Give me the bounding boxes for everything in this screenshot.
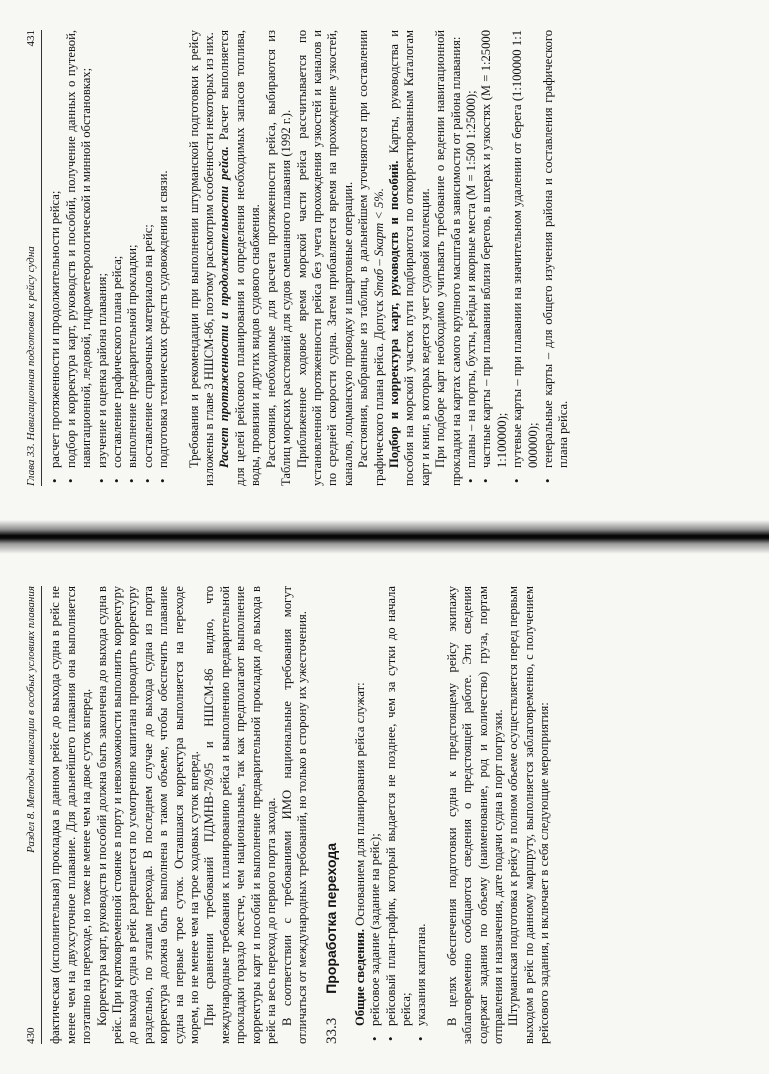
- calc-text: Расчет выполняется для целей рейсового планирования и определения необходимых запасов топлива, воды, провизии и других видов судового снабжения.: [217, 30, 263, 486]
- left-page: [0, 554, 769, 1074]
- left-paragraph: В соответствии с требованиями ИМО национальные требования могут отличаться от международных требований, но только в сторону их ужесточения.: [279, 586, 309, 1044]
- list-item: • подбор и корректура карт, руководств и пособий, получение данных о путевой, навигационной, ледовой, гидрометеорологической и минной обстановках;: [64, 30, 95, 486]
- list-item: • составление графического плана рейса;: [110, 30, 125, 486]
- tolerance-text: Расстояния, выбранные из таблиц, в дальнейшем уточняются при составлении графического плана рейса. Допуск: [356, 30, 386, 486]
- right-running-title: Глава 33. Навигационная подготовка к рейсу судна: [25, 246, 37, 486]
- tolerance-paragraph: [356, 30, 387, 486]
- right-running-head: [24, 30, 42, 486]
- section-heading: [324, 586, 340, 1044]
- section-title: Проработка перехода: [323, 842, 340, 994]
- section-number: 33.3: [324, 1017, 341, 1044]
- right-page: [0, 0, 769, 520]
- left-paragraph: Штурманская подготовка к рейсу в полном объеме осуществляется перед первым выходом в рейс по данному маршруту, выполняется заблаговременно, с получением рейсового задания, и включает в себя следующие мероприятия:: [506, 586, 552, 1044]
- select-text: Карты, руководства и пособия на морской участок пути подбираются по откорректированным Каталогам карт и книг, в которых ведется учет судовой коллекции.: [386, 30, 432, 486]
- left-paragraph: Корректура карт, руководств и пособий должна быть закончена до выхода судна в рейс. При кратковременной стоянке в порту и невозможности выполнить корректуру до выхода судна в рейс разрешается по усмотрению капитана проводить корректуру раздельно, по этапам перехода. В последнем случае до выхода судна из порта корректура должна быть выполнена в таком объеме, чтобы обеспечить плавание судна на первые трое суток. Оставшаяся корректура выполняется на переходе морем, но не менее чем на трое ходовых суток вперед.: [94, 586, 202, 1044]
- left-paragraph: В целях обеспечения подготовки судна к предстоящему рейсу экипажу заблаговременно сообщаются сведения о предстоящей работе. Эти сведения содержат задания по объему (наименование, род и количество) груза, портам отправления и назначения, дате подачи судна в порт погрузки.: [444, 586, 505, 1044]
- book-gutter: [0, 520, 769, 554]
- select-paragraph: [387, 30, 433, 486]
- chart-scale-list: [464, 30, 572, 486]
- general-info-text: Основанием для планирования рейса служат:: [352, 682, 367, 926]
- list-item: • подготовка технических средств судовождения и связи.: [156, 30, 171, 486]
- list-item: • составление справочных материалов на рейс;: [141, 30, 156, 486]
- left-running-head: [24, 586, 42, 1044]
- calc-paragraph: [217, 30, 263, 486]
- left-paragraph: фактическая (исполнительная) прокладка в данном рейсе до выхода судна в рейс не менее чем на двухсуточное плавание. Для дальнейшего плавания она выполняется поэтапно на переходе, но тоже не менее чем на двое суток вперед.: [48, 586, 94, 1044]
- left-page-number: 430: [25, 1027, 37, 1044]
- list-item: • частные карты – при плавании вблизи берегов, в шхерах и узкостях (М = 1:25000 1:100000);: [479, 30, 510, 486]
- right-paragraph: Расстояния, необходимые для расчета протяженности рейса, выбираются из Таблиц морских расстояний для судов смешанного плавания (1992 г.).: [263, 30, 294, 486]
- right-paragraph: Приближенное ходовое время морской части рейса рассчитывается по установленной протяженности рейса без учета прохождения узкостей и каналов и по средней скорости судна. Затем прибавляется время на прохождение узкостей, каналов, лоцманскую проводку и швартовные операции.: [294, 30, 355, 486]
- basis-list: [368, 586, 430, 1044]
- list-item: • расчет протяженности и продолжительности рейса;: [48, 30, 63, 486]
- list-item: • рейсовое задание (задание на рейс);: [368, 586, 383, 1044]
- right-paragraph: Требования и рекомендации при выполнении штурманской подготовки к рейсу изложены в главе 3 НШСМ-86, поэтому рассмотрим особенности некоторых из них.: [186, 30, 217, 486]
- list-item: • рейсовый план-график, который выдается не позднее, чем за сутки до начала рейса;: [384, 586, 415, 1044]
- left-paragraph: При сравнении требований ПДМНВ-78/95 и НШСМ-86 видно, что международные требования к планированию рейса и выполнению предварительной прокладки гораздо жестче, чем национальные, так как предполагают выполнение корректуры карт и пособий и выполнение предварительной прокладки до выхода в рейс на весь переход до первого порта захода.: [202, 586, 279, 1044]
- general-info-paragraph: [353, 586, 368, 1044]
- general-info-lead: Общие сведения.: [352, 929, 367, 1026]
- list-item: • путевые карты – при плавании на значительном удалении от берега (1:100000 1:1 000000);: [510, 30, 541, 486]
- list-item: • указания капитана.: [414, 586, 429, 1044]
- list-item: • выполнение предварительной прокладки;: [125, 30, 140, 486]
- tolerance-formula: Sтаб – Sкарт < 5%.: [371, 188, 386, 297]
- activities-list: [48, 30, 171, 486]
- left-running-title: Раздел 8. Методы навигации в особых условиях плавания: [25, 586, 37, 853]
- calc-lead: Расчет протяженности и продолжительности рейса.: [217, 146, 232, 468]
- right-paragraph: При подборе карт необходимо учитывать требование о ведении навигационной прокладки на картах самого крупного масштаба в зависимости от района плавания:: [433, 30, 463, 486]
- list-item: • изучение и оценка района плавания;: [95, 30, 110, 486]
- list-item: • генеральные карты – для общего изучения района и составления графического плана рейса.: [541, 30, 572, 486]
- list-item: • планы – на порты, бухты, рейды и якорные места (М = 1:500 1:25000);: [464, 30, 479, 486]
- right-page-number: 431: [25, 30, 37, 47]
- select-lead: Подбор и корректура карт, руководств и пособий.: [386, 160, 401, 468]
